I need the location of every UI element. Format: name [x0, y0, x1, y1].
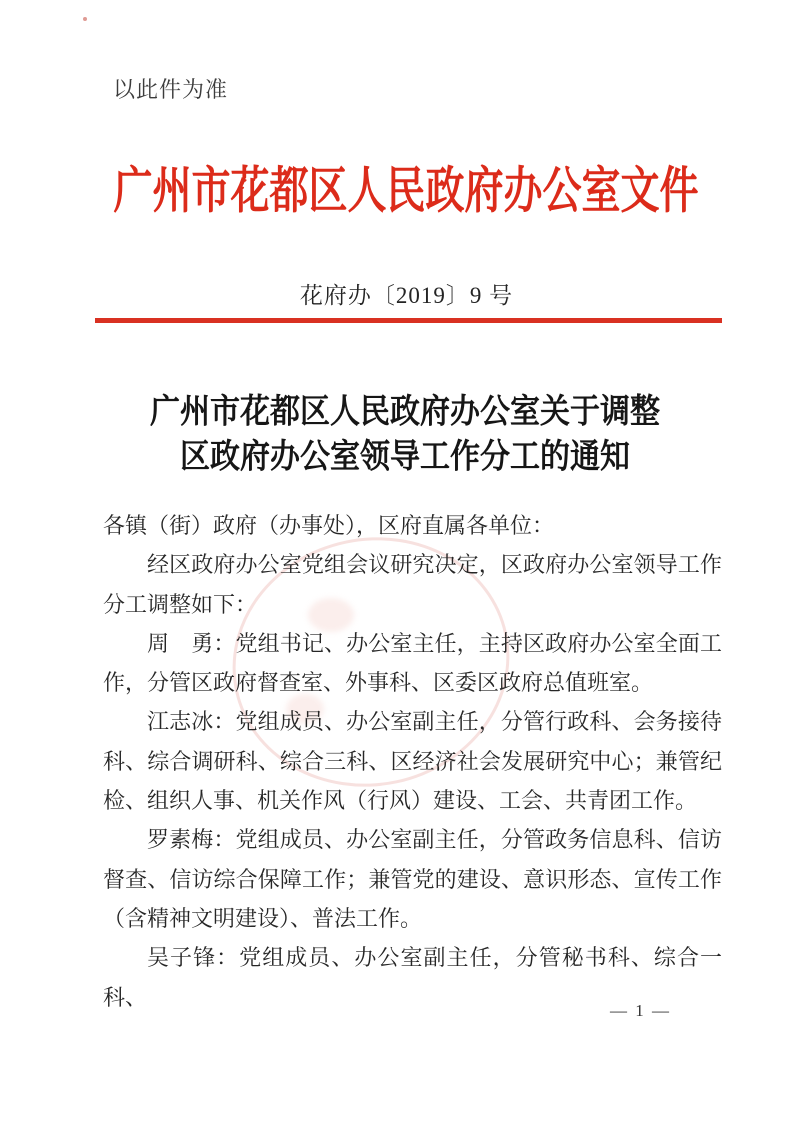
masthead-title: 广州市花都区人民政府办公室文件	[113, 163, 699, 219]
document-body	[103, 506, 722, 1017]
red-header-masthead	[12, 151, 800, 219]
document-number: 花府办〔2019〕9 号	[299, 283, 514, 308]
paragraph-zhou-yong: 周 勇：党组书记、办公室主任，主持区政府办公室全面工作，分管区政府督查室、外事科、区委区政府总值班室。	[103, 630, 722, 696]
paragraph-wu-zifeng: 吴子锋：党组成员、办公室副主任，分管秘书科、综合一科、	[103, 945, 722, 1010]
notice-title-line2: 区政府办公室领导工作分工的通知	[180, 438, 630, 476]
notice-title-lines	[150, 390, 660, 480]
notice-title-line1: 广州市花都区人民政府办公室关于调整	[150, 393, 660, 431]
paragraph-jiang-zhibing: 江志冰：党组成员、办公室副主任，分管行政科、会务接待科、综合调研科、综合三科、区经济社会发展研究中心；兼管纪检、组织人事、机关作风（行风）建设、工会、共青团工作。	[103, 709, 722, 814]
handwritten-note: 以此件为准	[113, 77, 229, 102]
salutation: 各镇（街）政府（办事处），区府直属各单位：	[103, 513, 555, 538]
paragraph-decision: 经区政府办公室党组会议研究决定，区政府办公室领导工作分工调整如下：	[103, 552, 722, 617]
page-number: — 1 —	[610, 1001, 671, 1020]
paragraph-luo-sumei: 罗素梅：党组成员、办公室副主任，分管政务信息科、信访督查、信访综合保障工作；兼管党的建设、意识形态、宣传工作（含精神文明建设）、普法工作。	[103, 827, 722, 931]
notice-title	[10, 390, 800, 476]
scan-speck	[83, 17, 87, 21]
red-divider-line	[95, 318, 722, 323]
